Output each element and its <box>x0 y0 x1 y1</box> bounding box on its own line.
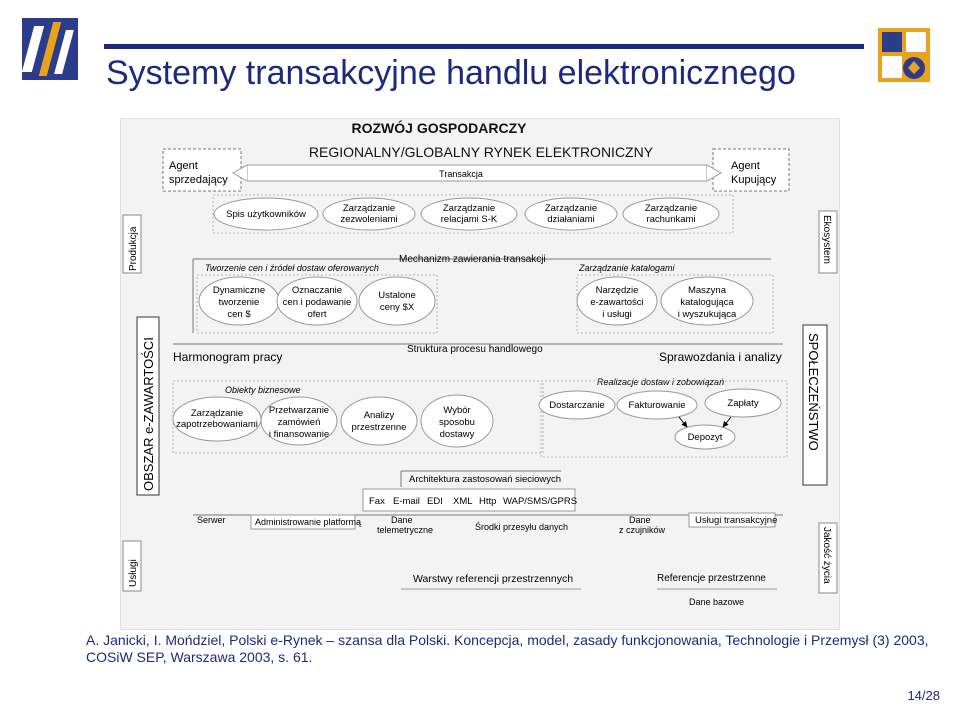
diagram-label: przestrzenne <box>351 422 407 433</box>
diagram-label: zapotrzebowaniami <box>176 419 258 430</box>
diagram-label: Oznaczanie <box>291 285 343 296</box>
struktura-label: Struktura procesu handlowego <box>407 344 543 355</box>
university-logo <box>22 18 78 80</box>
page-number: 14/28 <box>907 688 940 703</box>
diagram-label: Zarządzanie <box>190 408 244 419</box>
diagram-label: dostawy <box>439 429 475 440</box>
diagram-label: tworzenie <box>218 297 260 308</box>
agent-seller-l1: Agent <box>169 160 198 172</box>
diagram-label: Dynamiczne <box>212 285 266 296</box>
diagram-label: Jakość życia <box>821 527 832 584</box>
sprawozdania-label: Sprawozdania i analizy <box>659 350 782 364</box>
diagram-label: Produkcja <box>128 226 139 271</box>
diagram-label: cen i podawanie <box>282 297 352 308</box>
diagram-label: Fax <box>369 496 385 507</box>
emblem-logo <box>878 28 930 82</box>
diagram-label: Depozyt <box>687 432 723 443</box>
diagram-label: XML <box>453 496 473 507</box>
diagram-label: Zarządzanie <box>544 203 598 214</box>
protocol-bar <box>363 489 577 511</box>
heading-rozwoj: ROZWÓJ GOSPODARCZY <box>351 120 527 136</box>
diagram-label: Zarządzanie <box>342 203 396 214</box>
architektura-label: Architektura zastosowań sieciowych <box>409 474 562 485</box>
diagram-label: E-mail <box>393 496 420 507</box>
diagram-label: WAP/SMS/GPRS <box>503 496 578 507</box>
mechanizm-label: Mechanizm zawierania transakcji <box>399 254 546 265</box>
slide-title: Systemy transakcyjne handlu elektronicznego <box>106 54 796 92</box>
diagram-label: katalogująca <box>680 297 734 308</box>
diagram-label: i finansowanie <box>268 429 330 440</box>
diagram-label: Administrowanie platformą <box>255 517 362 527</box>
diagram-label: zezwoleniami <box>340 214 398 225</box>
diagram-label: telemetryczne <box>377 525 434 535</box>
harmonogram-label: Harmonogram pracy <box>173 350 283 364</box>
diagram-label: Http <box>479 496 497 507</box>
diagram-label: działaniami <box>547 214 595 225</box>
diagram-label: z czujników <box>619 525 666 535</box>
diagram-label: Ekosystem <box>821 215 832 264</box>
diagram-label: zamówień <box>277 417 321 428</box>
diagram-label: Referencje przestrzenne <box>657 573 766 584</box>
realizacje-label: Realizacje dostaw i zobowiązań <box>597 377 725 387</box>
katalogi-label: Zarządzanie katalogami <box>579 263 675 273</box>
row1-label-0: Spis użytkowników <box>226 209 306 220</box>
diagram-label: Zarządzanie <box>644 203 698 214</box>
diagram-label: Dostarczanie <box>549 400 605 411</box>
diagram-label: ofert <box>307 309 327 320</box>
diagram-label: i wyszukująca <box>677 309 737 320</box>
diagram-label: Fakturowanie <box>628 400 686 411</box>
diagram-label: Maszyna <box>687 285 727 296</box>
diagram-label: Dane <box>391 515 413 525</box>
diagram-label: OBSZAR e-ZAWARTOŚCI <box>141 337 156 491</box>
diagram-label: EDI <box>427 496 443 507</box>
diagram-label: Usługi <box>128 559 139 587</box>
diagram-label: cen $ <box>227 309 251 320</box>
diagram-label: Analizy <box>363 410 395 421</box>
diagram-label: i usługi <box>602 309 632 320</box>
diagram-label: rachunkami <box>646 214 696 225</box>
transakcja-label: Transakcja <box>439 169 483 179</box>
diagram-label: Narzędzie <box>595 285 639 296</box>
tworzenie-label: Tworzenie cen i źródeł dostaw oferowanych <box>205 263 379 273</box>
diagram-label: SPOŁECZEŃSTWO <box>806 333 821 451</box>
agent-buyer-l2: Kupujący <box>731 174 777 186</box>
title-rule <box>104 44 864 49</box>
diagram-label: Dane bazowe <box>689 597 745 607</box>
system-diagram <box>120 118 840 630</box>
diagram-label: Warstwy referencji przestrzennych <box>413 573 574 585</box>
diagram-label: Zapłaty <box>727 398 759 409</box>
diagram-label: Przetwarzanie <box>268 405 330 416</box>
diagram-label: sposobu <box>439 417 475 428</box>
diagram-label: Dane <box>629 515 651 525</box>
agent-seller-l2: sprzedający <box>169 174 228 186</box>
citation: A. Janicki, I. Mońdziel, Polski e-Rynek – szansa dla Polski. Koncepcja, model, zasady funkcjonowania, Technologie i Przemysł (3) 2003, COSiW SEP, Warszawa 2003, s. 61. <box>86 632 929 665</box>
diagram-label: Serwer <box>197 515 226 525</box>
diagram-label: ceny $X <box>379 302 415 313</box>
heading-rynek: REGIONALNY/GLOBALNY RYNEK ELEKTRONICZNY <box>308 144 654 160</box>
diagram-label: relacjami S-K <box>440 214 498 225</box>
agent-buyer-l1: Agent <box>731 160 760 172</box>
obiekty-label: Obiekty biznesowe <box>225 385 301 395</box>
diagram-label: Środki przesyłu danych <box>475 522 569 532</box>
diagram-label: e-zawartości <box>590 297 644 308</box>
diagram-label: Zarządzanie <box>442 203 496 214</box>
diagram-label: Ustalone <box>378 290 416 301</box>
diagram-label: Usługi transakcyjne <box>695 515 778 526</box>
diagram-label: Wybór <box>443 405 471 416</box>
